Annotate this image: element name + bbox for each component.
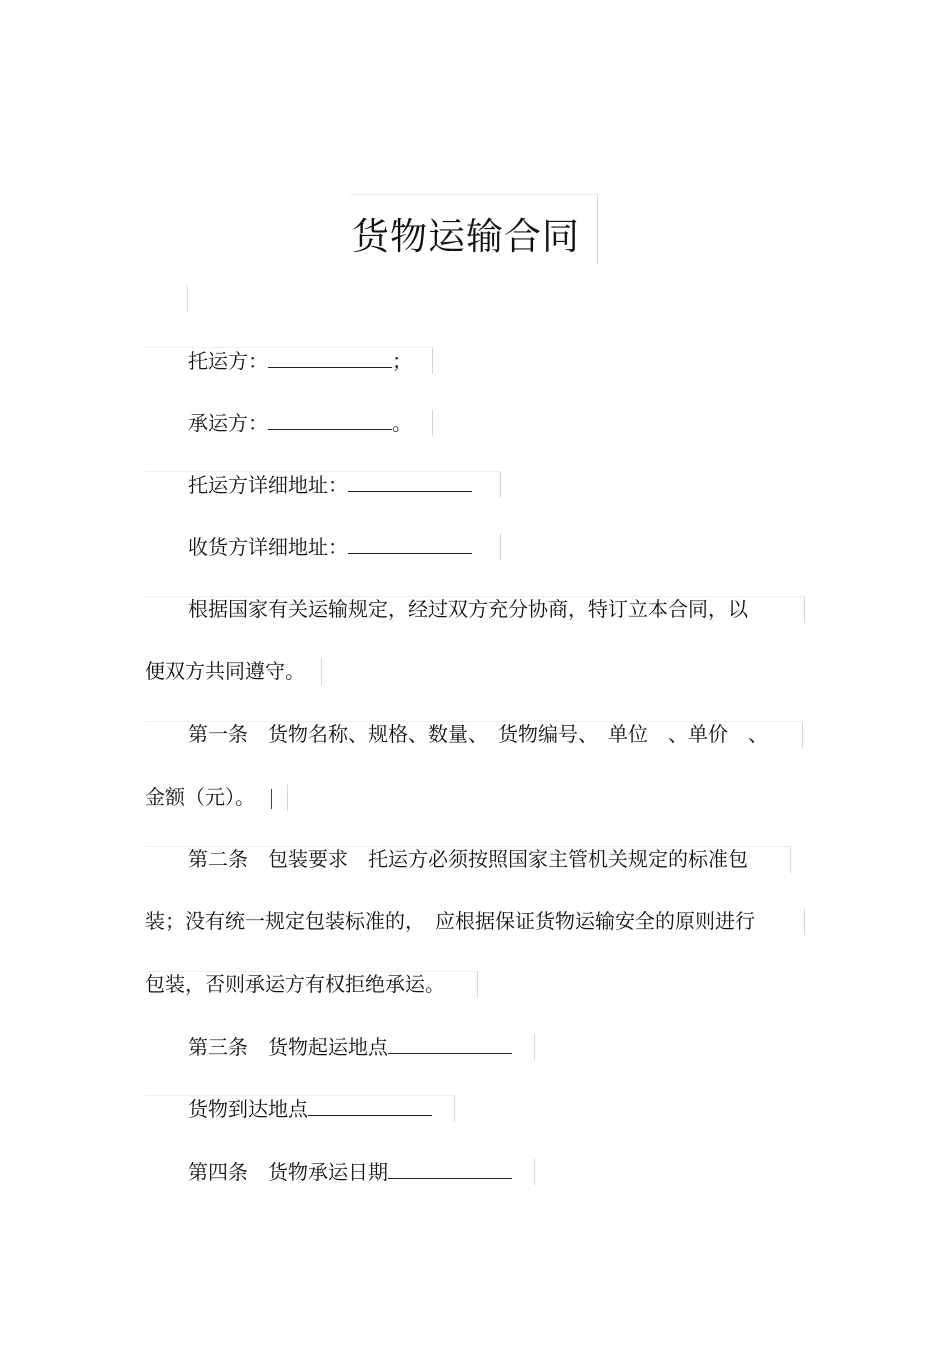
destination-label: 货物到达地点 xyxy=(188,1097,308,1121)
carrier-line xyxy=(188,409,412,436)
carrier-label: 承运方： xyxy=(188,411,268,435)
margin-marker xyxy=(187,285,188,311)
article1-line-2-text: 金额（元）。 xyxy=(145,785,255,809)
consignor-end: ； xyxy=(392,349,412,373)
carrier-blank[interactable] xyxy=(268,409,392,430)
article2-line-1: 第二条 包装要求 托运方必须按照国家主管机关规定的标准包 xyxy=(188,847,748,871)
consignor-line xyxy=(188,347,412,374)
destination-blank[interactable] xyxy=(308,1095,432,1116)
date-blank[interactable] xyxy=(388,1158,512,1179)
article3-destination-line xyxy=(188,1095,432,1122)
preamble-line-1: 根据国家有关运输规定，经过双方充分协商，特订立本合同，以 xyxy=(188,597,748,621)
consignor-address-line xyxy=(188,471,472,498)
article2-line-3: 包装，否则承运方有权拒绝承运。 xyxy=(145,972,445,996)
date-label: 第四条 货物承运日期 xyxy=(188,1160,388,1184)
article4-date-line xyxy=(188,1158,512,1185)
consignee-address-label: 收货方详细地址： xyxy=(188,535,348,559)
document-title: 货物运输合同 xyxy=(352,215,580,258)
origin-blank[interactable] xyxy=(388,1033,512,1054)
consignee-address-blank[interactable] xyxy=(348,533,472,554)
consignor-label: 托运方： xyxy=(188,349,268,373)
preamble-line-2: 便双方共同遵守。 xyxy=(145,659,305,683)
carrier-end: 。 xyxy=(392,411,412,435)
article3-origin-line xyxy=(188,1033,512,1060)
article2-line-2: 装；没有统一规定包装标准的， 应根据保证货物运输安全的原则进行 xyxy=(145,909,755,933)
consignor-address-blank[interactable] xyxy=(348,471,472,492)
article1-line-1: 第一条 货物名称、规格、数量、 货物编号、 单位 、单价 、 xyxy=(188,722,768,746)
consignor-address-label: 托运方详细地址： xyxy=(188,473,348,497)
article1-line-2 xyxy=(145,784,272,810)
origin-label: 第三条 货物起运地点 xyxy=(188,1035,388,1059)
consignee-address-line xyxy=(188,533,472,560)
text-cursor-icon xyxy=(271,789,272,809)
consignor-blank[interactable] xyxy=(268,347,392,368)
